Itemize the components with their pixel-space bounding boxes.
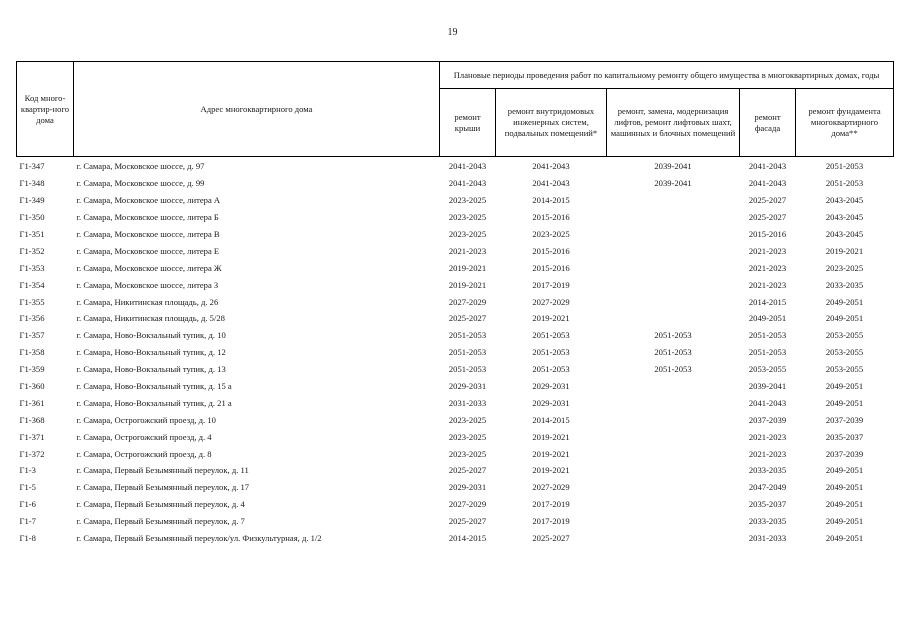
header-code: Код много-квартир-ного дома [17, 62, 74, 157]
address-cell: г. Самара, Ново-Вокзальный тупик, д. 21 а [76, 397, 232, 408]
foundation-period-cell: 2053-2055 [825, 347, 864, 358]
roof-period-cell: 2023-2025 [448, 212, 487, 223]
code-cell: Г1-353 [19, 262, 45, 273]
address-cell: г. Самара, Первый Безымянный переулок/ул. Физкультурная, д. 1/2 [76, 533, 322, 544]
roof-period-cell: 2014-2015 [448, 533, 487, 544]
code-cell: Г1-7 [19, 516, 36, 527]
code-cell: Г1-355 [19, 296, 45, 307]
address-cell: г. Самара, Московское шоссе, литера А [76, 195, 221, 206]
repair-schedule-table [16, 61, 894, 546]
foundation-period-cell: 2049-2051 [825, 499, 864, 510]
foundation-period-cell: 2019-2021 [825, 245, 864, 256]
header-systems: ремонт внутридомовых инженерных систем, подвальных помещений* [496, 89, 607, 157]
table-row [17, 411, 894, 428]
facade-period-cell: 2035-2037 [748, 499, 787, 510]
foundation-period-cell: 2049-2051 [825, 533, 864, 544]
roof-period-cell: 2021-2023 [448, 245, 487, 256]
roof-period-cell: 2027-2029 [448, 499, 487, 510]
address-cell: г. Самара, Московское шоссе, литера Ж [76, 262, 222, 273]
facade-period-cell: 2025-2027 [748, 195, 787, 206]
foundation-period-cell: 2051-2053 [825, 178, 864, 189]
foundation-period-cell: 2043-2045 [825, 195, 864, 206]
roof-period-cell: 2019-2021 [448, 262, 487, 273]
table-row [17, 209, 894, 226]
header-lifts: ремонт, замена, модернизация лифтов, ремонт лифтовых шахт, машинных и блочных помещений [607, 89, 740, 157]
systems-period-cell: 2015-2016 [532, 262, 570, 273]
lifts-period-cell [607, 462, 740, 479]
facade-period-cell: 2015-2016 [748, 229, 787, 239]
table-header [17, 62, 894, 157]
header-periods-group: Плановые периоды проведения работ по капитальному ремонту общего имущества в многоквартирных домах, годы [440, 62, 894, 89]
table-row [17, 378, 894, 395]
facade-period-cell: 2021-2023 [748, 279, 787, 290]
roof-period-cell: 2031-2033 [448, 397, 487, 408]
systems-period-cell: 2017-2019 [532, 279, 570, 290]
systems-period-cell: 2019-2021 [532, 465, 570, 476]
foundation-period-cell: 2043-2045 [825, 229, 864, 239]
table-row [17, 445, 894, 462]
code-cell: Г1-359 [19, 364, 45, 375]
code-cell: Г1-368 [19, 414, 45, 425]
address-cell: г. Самара, Московское шоссе, литера Е [76, 245, 220, 256]
facade-period-cell: 2039-2041 [748, 381, 787, 392]
systems-period-cell: 2051-2053 [532, 330, 570, 341]
lifts-period-cell: 2051-2053 [654, 330, 692, 341]
roof-period-cell: 2041-2043 [448, 161, 487, 172]
lifts-period-cell [607, 192, 740, 209]
lifts-period-cell [607, 513, 740, 530]
facade-period-cell: 2021-2023 [748, 245, 787, 256]
address-cell: г. Самара, Никитинская площадь, д. 5/28 [76, 313, 225, 324]
systems-period-cell: 2025-2027 [532, 533, 570, 544]
facade-period-cell: 2051-2053 [748, 330, 787, 341]
lifts-period-cell [607, 428, 740, 445]
foundation-period-cell: 2051-2053 [825, 161, 864, 172]
code-cell: Г1-357 [19, 330, 45, 341]
code-cell: Г1-372 [19, 448, 45, 459]
address-cell: г. Самара, Первый Безымянный переулок, д. 11 [76, 465, 249, 476]
code-cell: Г1-347 [19, 161, 45, 172]
roof-period-cell: 2023-2025 [448, 414, 487, 425]
foundation-period-cell: 2035-2037 [825, 431, 864, 442]
foundation-period-cell: 2049-2051 [825, 397, 864, 408]
facade-period-cell: 2014-2015 [748, 296, 787, 307]
address-cell: г. Самара, Никитинская площадь, д. 26 [76, 296, 219, 307]
table-row [17, 496, 894, 513]
table-row [17, 479, 894, 496]
address-cell: г. Самара, Московское шоссе, литера Б [76, 212, 219, 223]
address-cell: г. Самара, Первый Безымянный переулок, д. 17 [76, 482, 250, 493]
table-row [17, 293, 894, 310]
lifts-period-cell: 2039-2041 [654, 178, 692, 189]
table-row [17, 327, 894, 344]
page-number: 19 [447, 27, 458, 38]
address-cell: г. Самара, Острогожский проезд, д. 10 [76, 414, 216, 425]
table-row [17, 259, 894, 276]
table-row [17, 192, 894, 209]
roof-period-cell: 2029-2031 [448, 482, 487, 493]
foundation-period-cell: 2049-2051 [825, 482, 864, 493]
lifts-period-cell [607, 411, 740, 428]
systems-period-cell: 2017-2019 [532, 499, 570, 510]
facade-period-cell: 2041-2043 [748, 397, 787, 408]
table-row [17, 242, 894, 259]
systems-period-cell: 2019-2021 [532, 431, 570, 442]
code-cell: Г1-371 [19, 431, 45, 442]
table-row [17, 513, 894, 530]
lifts-period-cell [607, 445, 740, 462]
address-cell: г. Самара, Московское шоссе, литера В [76, 229, 220, 239]
code-cell: Г1-349 [19, 195, 45, 206]
code-cell: Г1-361 [19, 397, 45, 408]
address-cell: г. Самара, Ново-Вокзальный тупик, д. 12 [76, 347, 226, 358]
table-row [17, 344, 894, 361]
address-cell: г. Самара, Первый Безымянный переулок, д. 7 [76, 516, 245, 527]
facade-period-cell: 2047-2049 [748, 482, 787, 493]
facade-period-cell: 2033-2035 [748, 465, 787, 476]
table-row [17, 226, 894, 243]
roof-period-cell: 2023-2025 [448, 195, 487, 206]
address-cell: г. Самара, Первый Безымянный переулок, д. 4 [76, 499, 245, 510]
systems-period-cell: 2027-2029 [532, 482, 570, 493]
foundation-period-cell: 2053-2055 [825, 364, 864, 375]
foundation-period-cell: 2037-2039 [825, 414, 864, 425]
systems-period-cell: 2015-2016 [532, 245, 570, 256]
foundation-period-cell: 2053-2055 [825, 330, 864, 341]
roof-period-cell: 2023-2025 [448, 229, 487, 239]
lifts-period-cell [607, 276, 740, 293]
lifts-period-cell: 2051-2053 [654, 364, 692, 375]
systems-period-cell: 2019-2021 [532, 448, 570, 459]
code-cell: Г1-358 [19, 347, 45, 358]
roof-period-cell: 2025-2027 [448, 516, 487, 527]
lifts-period-cell [607, 530, 740, 547]
systems-period-cell: 2023-2025 [532, 229, 570, 239]
systems-period-cell: 2041-2043 [532, 161, 570, 172]
header-facade: ремонт фасада [740, 89, 796, 157]
header-roof: ремонт крыши [440, 89, 496, 157]
foundation-period-cell: 2033-2035 [825, 279, 864, 290]
lifts-period-cell [607, 496, 740, 513]
foundation-period-cell: 2049-2051 [825, 465, 864, 476]
roof-period-cell: 2041-2043 [448, 178, 487, 189]
code-cell: Г1-3 [19, 465, 36, 476]
code-cell: Г1-6 [19, 499, 36, 510]
facade-period-cell: 2021-2023 [748, 448, 787, 459]
roof-period-cell: 2051-2053 [448, 364, 487, 375]
facade-period-cell: 2053-2055 [748, 364, 787, 375]
code-cell: Г1-356 [19, 313, 45, 324]
foundation-period-cell: 2049-2051 [825, 516, 864, 527]
facade-period-cell: 2037-2039 [748, 414, 787, 425]
code-cell: Г1-350 [19, 212, 45, 223]
foundation-period-cell: 2049-2051 [825, 313, 864, 324]
facade-period-cell: 2025-2027 [748, 212, 787, 223]
facade-period-cell: 2049-2051 [748, 313, 787, 324]
facade-period-cell: 2033-2035 [748, 516, 787, 527]
code-cell: Г1-351 [19, 229, 45, 239]
roof-period-cell: 2025-2027 [448, 465, 487, 476]
table-row [17, 462, 894, 479]
foundation-period-cell: 2043-2045 [825, 212, 864, 223]
code-cell: Г1-8 [19, 533, 36, 544]
table-row [17, 175, 894, 192]
lifts-period-cell [607, 226, 740, 243]
roof-period-cell: 2029-2031 [448, 381, 487, 392]
systems-period-cell: 2029-2031 [532, 397, 570, 408]
address-cell: г. Самара, Острогожский проезд, д. 8 [76, 448, 212, 459]
header-address: Адрес многоквартирного дома [74, 62, 440, 157]
facade-period-cell: 2021-2023 [748, 262, 787, 273]
systems-period-cell: 2014-2015 [532, 414, 570, 425]
roof-period-cell: 2023-2025 [448, 448, 487, 459]
code-cell: Г1-352 [19, 245, 45, 256]
systems-period-cell: 2014-2015 [532, 195, 570, 206]
header-foundation: ремонт фундамента многоквартирного дома** [796, 89, 894, 157]
address-cell: г. Самара, Московское шоссе, литера З [76, 279, 219, 290]
table-row [17, 310, 894, 327]
lifts-period-cell [607, 242, 740, 259]
roof-period-cell: 2027-2029 [448, 296, 487, 307]
facade-period-cell: 2051-2053 [748, 347, 787, 358]
address-cell: г. Самара, Ново-Вокзальный тупик, д. 15 а [76, 381, 232, 392]
code-cell: Г1-348 [19, 178, 45, 189]
systems-period-cell: 2051-2053 [532, 347, 570, 358]
table-row [17, 530, 894, 547]
lifts-period-cell [607, 259, 740, 276]
foundation-period-cell: 2049-2051 [825, 381, 864, 392]
address-cell: г. Самара, Острогожский проезд, д. 4 [76, 431, 212, 442]
systems-period-cell: 2015-2016 [532, 212, 570, 223]
address-cell: г. Самара, Ново-Вокзальный тупик, д. 10 [76, 330, 226, 341]
lifts-period-cell [607, 479, 740, 496]
roof-period-cell: 2023-2025 [448, 431, 487, 442]
lifts-period-cell [607, 378, 740, 395]
roof-period-cell: 2019-2021 [448, 279, 487, 290]
address-cell: г. Самара, Ново-Вокзальный тупик, д. 13 [76, 364, 226, 375]
systems-period-cell: 2041-2043 [532, 178, 570, 189]
table-body [17, 157, 894, 547]
lifts-period-cell [607, 310, 740, 327]
roof-period-cell: 2051-2053 [448, 330, 487, 341]
systems-period-cell: 2017-2019 [532, 516, 570, 527]
lifts-period-cell [607, 394, 740, 411]
code-cell: Г1-5 [19, 482, 36, 493]
table-row [17, 157, 894, 175]
lifts-period-cell: 2051-2053 [654, 347, 692, 358]
code-cell: Г1-360 [19, 381, 45, 392]
address-cell: г. Самара, Московское шоссе, д. 99 [76, 178, 205, 189]
systems-period-cell: 2029-2031 [532, 381, 570, 392]
systems-period-cell: 2051-2053 [532, 364, 570, 375]
roof-period-cell: 2025-2027 [448, 313, 487, 324]
facade-period-cell: 2041-2043 [748, 161, 787, 172]
table-row [17, 276, 894, 293]
lifts-period-cell [607, 293, 740, 310]
foundation-period-cell: 2037-2039 [825, 448, 864, 459]
systems-period-cell: 2027-2029 [532, 296, 570, 307]
systems-period-cell: 2019-2021 [532, 313, 570, 324]
table-row [17, 428, 894, 445]
facade-period-cell: 2031-2033 [748, 533, 787, 544]
roof-period-cell: 2051-2053 [448, 347, 487, 358]
lifts-period-cell [607, 209, 740, 226]
table-row [17, 361, 894, 378]
foundation-period-cell: 2049-2051 [825, 296, 864, 307]
foundation-period-cell: 2023-2025 [825, 262, 864, 273]
facade-period-cell: 2021-2023 [748, 431, 787, 442]
code-cell: Г1-354 [19, 279, 45, 290]
lifts-period-cell: 2039-2041 [654, 161, 692, 172]
address-cell: г. Самара, Московское шоссе, д. 97 [76, 161, 205, 172]
table-row [17, 394, 894, 411]
facade-period-cell: 2041-2043 [748, 178, 787, 189]
